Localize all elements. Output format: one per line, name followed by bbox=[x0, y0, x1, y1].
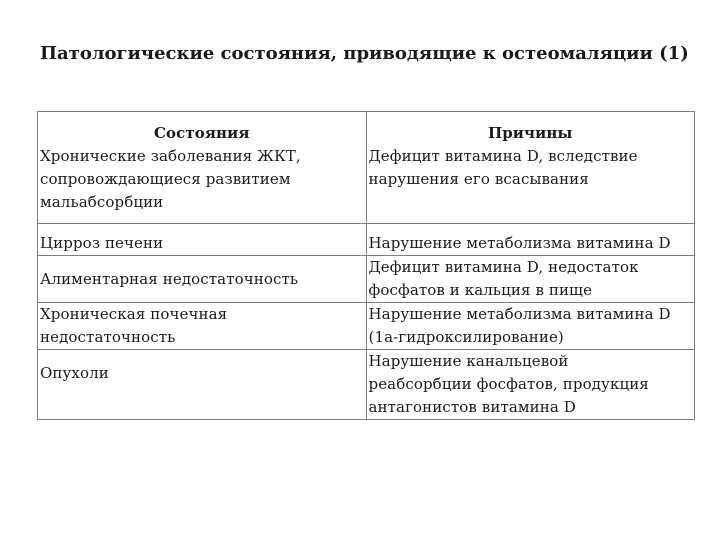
cell-line: Опухоли bbox=[40, 364, 109, 382]
cell-line: Алиментарная недостаточность bbox=[40, 269, 299, 288]
condition-cell bbox=[38, 145, 367, 224]
cell-line: Нарушение метаболизма витамина D bbox=[368, 234, 671, 252]
cell-line: Хроническая почечная bbox=[40, 305, 228, 323]
condition-cell bbox=[38, 256, 367, 303]
cell-line: сопровождающиеся развитием bbox=[40, 170, 291, 188]
cell-line: недостаточность bbox=[40, 328, 176, 346]
cause-cell bbox=[366, 145, 695, 224]
condition-cell bbox=[38, 224, 367, 256]
table-row bbox=[38, 303, 695, 350]
cell-line: Цирроз печени bbox=[40, 234, 164, 252]
cell-line: Дефицит витамина D, вследствие bbox=[368, 147, 638, 165]
cell-line: Нарушение канальцевой bbox=[368, 352, 569, 370]
cause-cell bbox=[366, 303, 695, 350]
cell-line: нарушения его всасывания bbox=[368, 170, 589, 188]
column-header-conditions: Состояния bbox=[38, 112, 367, 146]
table-header-row bbox=[38, 112, 695, 146]
cause-cell bbox=[366, 256, 695, 303]
cell-spacer bbox=[40, 214, 364, 223]
cell-line: антагонистов витамина D bbox=[368, 398, 576, 416]
cell-line: Дефицит витамина D, недостаток bbox=[368, 258, 639, 276]
condition-cell bbox=[38, 303, 367, 350]
cell-line: Нарушение метаболизма витамина D bbox=[368, 305, 671, 323]
table-row bbox=[38, 224, 695, 256]
condition-cell bbox=[38, 350, 367, 420]
slide-title: Патологические состояния, приводящие к остеомаляции (1) bbox=[40, 43, 689, 64]
table-row bbox=[38, 350, 695, 420]
cell-line: фосфатов и кальция в пище bbox=[368, 281, 593, 299]
table-row bbox=[38, 256, 695, 303]
cell-line: реабсорбции фосфатов, продукция bbox=[368, 375, 649, 393]
table-row bbox=[38, 145, 695, 224]
column-header-causes: Причины bbox=[366, 112, 695, 146]
cell-line: (1а-гидроксилирование) bbox=[368, 328, 564, 346]
cause-cell bbox=[366, 224, 695, 256]
cause-cell bbox=[366, 350, 695, 420]
cell-line: мальабсорбции bbox=[40, 193, 164, 211]
conditions-table bbox=[37, 111, 695, 420]
cell-line: Хронические заболевания ЖКТ, bbox=[40, 147, 301, 165]
